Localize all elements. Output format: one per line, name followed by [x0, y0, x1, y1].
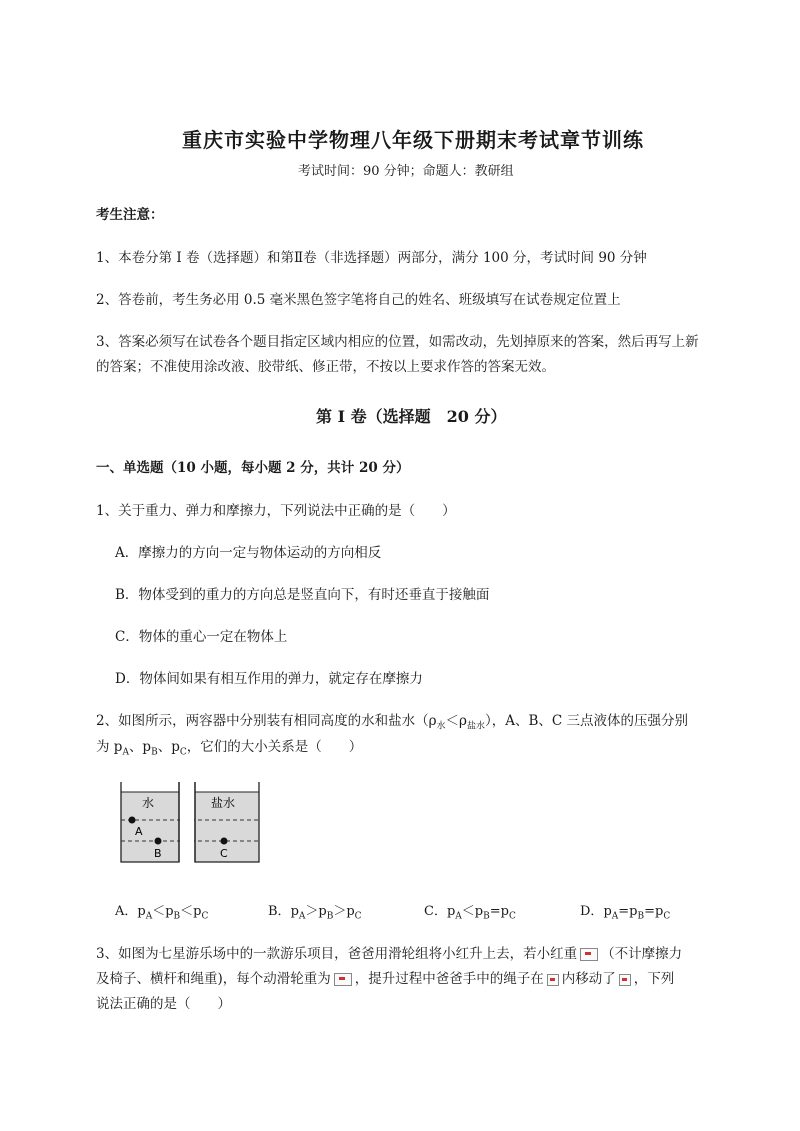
notice-item-1: 1、本卷分第 I 卷（选择题）和第Ⅱ卷（非选择题）两部分，满分 100 分，考试时间 90 分钟 — [96, 250, 647, 266]
section-title: 第 I 卷（选择题 20 分） — [316, 407, 507, 426]
question-3-line-2: 及椅子、横杆和绳重)，每个动滑轮重为 ，提升过程中爸爸手中的绳子在 内移动了 ，下列 — [96, 971, 675, 987]
point-c-label: C — [220, 847, 228, 860]
point-a-dot — [129, 817, 136, 824]
part-heading: 一、单选题（10 小题，每小题 2 分，共计 20 分） — [96, 460, 410, 476]
question-1-stem: 1、关于重力、弹力和摩擦力，下列说法中正确的是（ ） — [96, 503, 456, 519]
question-2-stem-line-2: 为 $p_A$、$p_B$、$p_C$，它们的大小关系是（ ） — [96, 739, 363, 758]
formula-image-icon — [547, 974, 559, 986]
notice-item-3-line-2: 的答案；不准使用涂改液、胶带纸、修正带，不按以上要求作答的答案无效。 — [96, 359, 555, 375]
question-3-line-1: 3、如图为七星游乐场中的一款游乐项目，爸爸用滑轮组将小红升上去，若小红重 （不计摩擦力 — [96, 946, 683, 962]
point-a-label: A — [135, 825, 143, 838]
question-2-option-a: A．$p_A<p_B<p_C$ — [115, 904, 209, 922]
question-2-stem-line-1: 2、如图所示，两容器中分别装有相同高度的水和盐水$(\rho_水<\rho_{盐水})$，A、B、C 三点液体的压强分别 — [96, 713, 689, 732]
question-1-option-c: C．物体的重心一定在物体上 — [115, 629, 288, 645]
notice-item-2: 2、答卷前，考生务必用 0.5 毫米黑色签字笔将自己的姓名、班级填写在试卷规定位置上 — [96, 292, 621, 308]
notice-heading: 考生注意： — [96, 207, 164, 223]
notice-item-3-line-1: 3、答案必须写在试卷各个题目指定区域内相应的位置，如需改动，先划掉原来的答案，然后再写上新 — [96, 334, 699, 350]
question-3-line-3: 说法正确的是（ ） — [96, 996, 231, 1012]
question-1-option-a: A．摩擦力的方向一定与物体运动的方向相反 — [115, 545, 382, 561]
page-subtitle: 考试时间：90 分钟；命题人：教研组 — [298, 164, 514, 179]
question-2-option-c: C．$p_A<p_B=p_C$ — [424, 904, 516, 922]
page-title: 重庆市实验中学物理八年级下册期末考试章节训练 — [182, 128, 644, 152]
formula-image-icon — [334, 973, 352, 986]
question-2-option-d: D．$p_A=p_B=p_C$ — [580, 904, 671, 922]
point-b-label: B — [154, 847, 162, 860]
question-2-option-b: B．$p_A>p_B>p_C$ — [268, 904, 362, 922]
question-1-option-b: B．物体受到的重力的方向总是竖直向下，有时还垂直于接触面 — [115, 587, 490, 603]
question-1-option-d: D．物体间如果有相互作用的弹力，就定存在摩擦力 — [115, 671, 423, 687]
formula-image-icon — [619, 974, 631, 986]
point-c-dot — [221, 838, 228, 845]
gap — [180, 780, 194, 866]
formula-image-icon — [580, 948, 598, 961]
point-b-dot — [155, 838, 162, 845]
salt-water-label: 盐水 — [211, 796, 236, 810]
container-diagram — [115, 780, 275, 868]
water-label: 水 — [142, 796, 155, 810]
